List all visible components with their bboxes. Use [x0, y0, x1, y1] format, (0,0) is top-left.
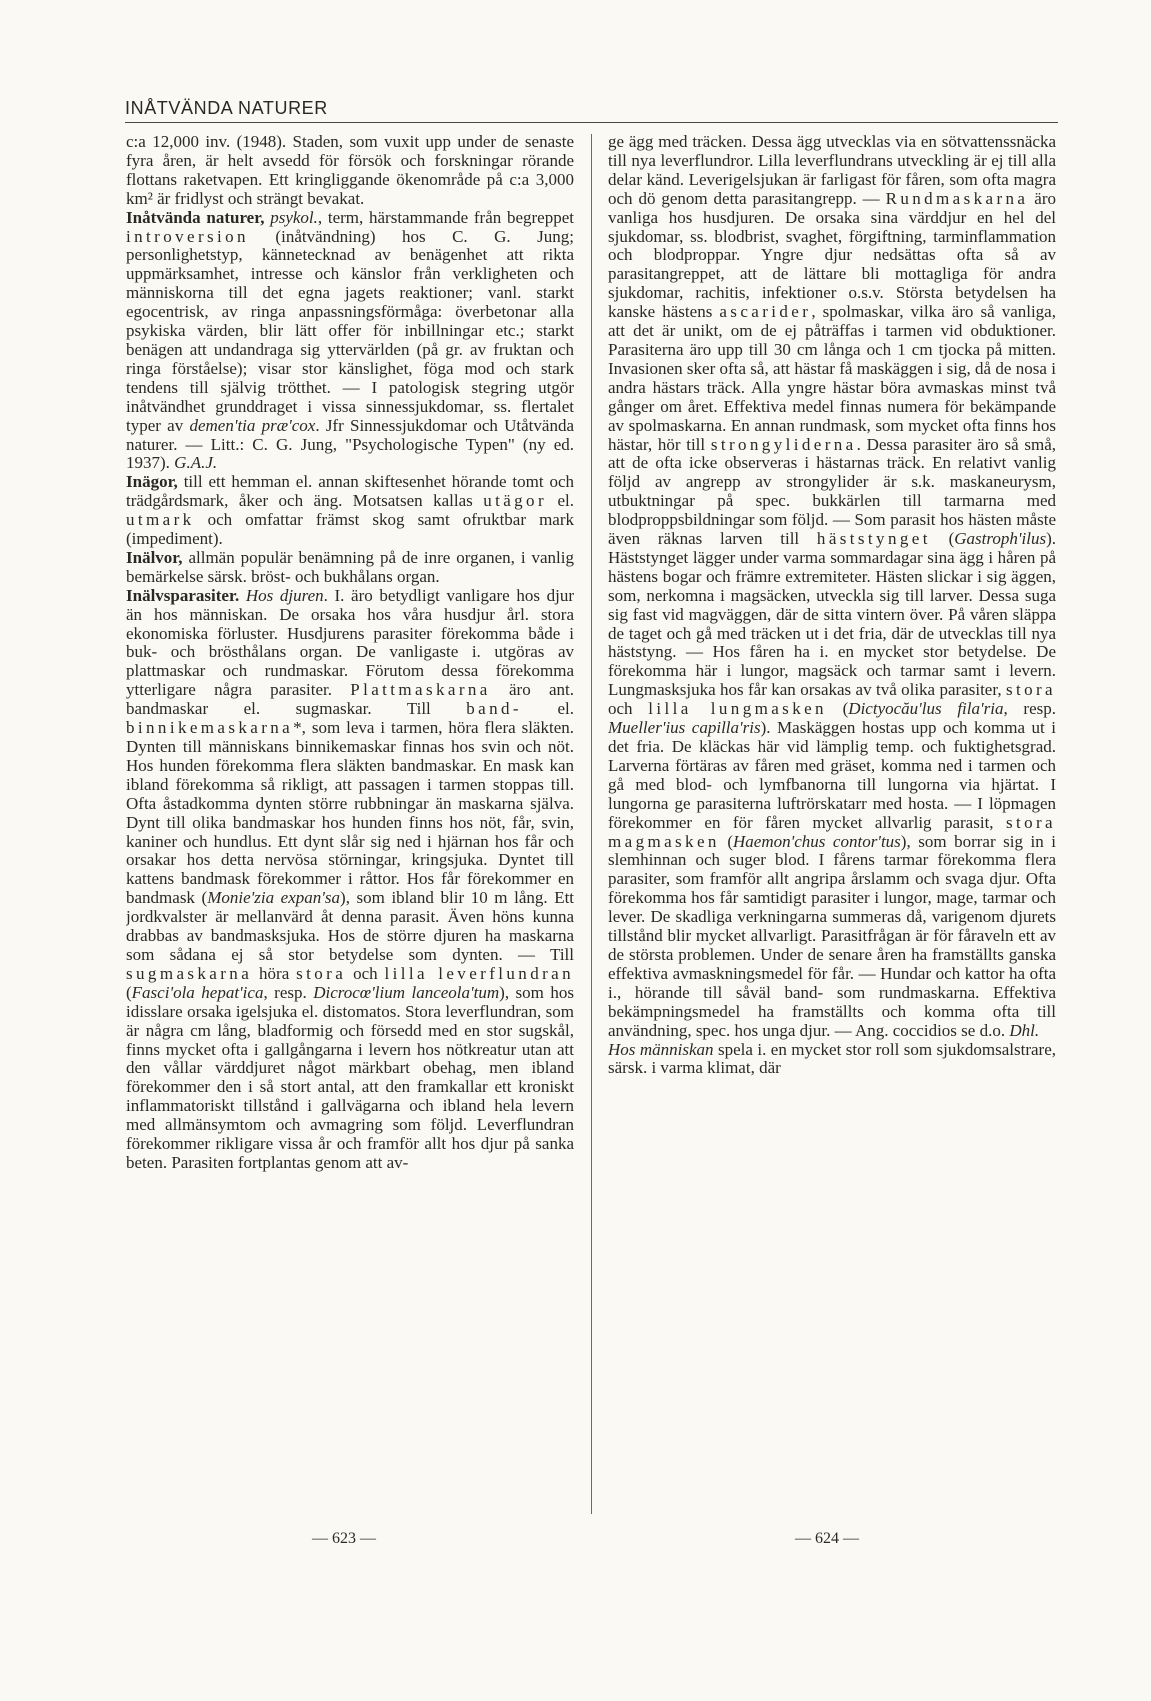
spaced-term: band- — [466, 699, 522, 719]
running-head-title: INÅTVÄNDA NATURER — [125, 98, 328, 118]
left-column — [126, 133, 574, 1523]
latin-term: demen'tia præ'cox — [189, 415, 316, 435]
latin-term: Gastroph'ilus — [954, 529, 1047, 549]
page-number-left: — 623 — — [312, 1530, 376, 1547]
paragraph-continuation: c:a 12,000 inv. (1948). Staden, som vuxit upp under de senaste fyra åren, är helt avsedd för försök och forskningar rörande flottans raketvapen. Ett kringliggande ökenområde på c:a 3,000 km² är fridlyst och strängt bevakat. — [126, 133, 574, 208]
section-label: Hos djuren — [245, 585, 324, 605]
column-divider — [591, 134, 592, 1514]
entry-headword: Inälvor, — [126, 547, 183, 567]
author-signature: G.A.J. — [174, 453, 218, 473]
latin-term: Dictyocău'lus fila'ria — [848, 699, 1004, 719]
spaced-term: Plattmaskarna — [350, 680, 491, 700]
author-signature: Dhl. — [1009, 1020, 1040, 1040]
entry-headword: Inåtvända naturer, — [126, 207, 265, 227]
spaced-term: ascarider — [719, 302, 812, 322]
right-column — [608, 133, 1056, 1523]
section-label: Hos människan — [608, 1039, 714, 1059]
entry-inatvanda-naturer: Inåtvända naturer, psykol., term, härstammande från begreppet introversion (inåtvändning) hos C. G. Jung; personlighetstyp, kännetecknad av benägenhet att rikta uppmärksamhet, intresse och känslor från verkligheten och människorna till det egna jagets reaktioner; vanl. starkt egocentrisk, av ringa anpassningsförmåga: överbetonar alla psykiska värden, blir lätt offer för inbillningar etc.; starkt benägen att undandraga sig yttervärlden (på gr. av fruktan och ringa förståelse); visar stor känslighet, föga mod och stark tendens till självig trötthet. — I patologisk stegring utgör inåtvändhet grunddraget i vissa sinnessjukdomar, ss. flertalet typer av demen'tia præ'cox. Jfr Sinnessjukdomar och Utåtvända naturer. — Litt.: C. G. Jung, "Psychologische Typen" (ny ed. 1937). G.A.J. — [126, 207, 574, 473]
latin-term: Fasci'ola hepat'ica — [131, 982, 264, 1002]
page-number-right: — 624 — — [795, 1530, 859, 1547]
entry-headword: Inälvsparasiter. — [126, 585, 240, 605]
paragraph-continuation: ge ägg med träcken. Dessa ägg utvecklas via en sötvattenssnäcka till nya leverflundror. Lilla leverflundrans utveckling är ej till alla delar känd. Leverigelsjukan är farligast för fåren, som ofta magra och dö genom detta parasitangrepp. — Rundmaskarna äro vanliga hos husdjuren. De orsaka sina värddjur en hel del sjukdomar, ss. blodbrist, svaghet, förgiftning, tarminflammation och blodproppar. Yngre djur nedsättas ofta så av parasitangreppet, att de lättare bli mottagliga för andra sjukdomar, rachitis, infektioner o.s.v. Största betydelsen ha kanske hästens ascarider, spolmaskar, vilka äro så vanliga, att det är unikt, om de ej påträffas i tarmen vid obduktioner. Parasiterna äro upp till 30 cm långa och 1 cm tjocka på mitten. Invasionen sker ofta så, att hästar få maskäggen i sig, då de nosa i andra hästars träck. Alla yngre hästar böra avmaskas minst två gånger om året. Effektiva medel finnas numera för bekämpande av spolmaskarna. En annan rundmask, som mycket ofta finns hos hästar, hör till strongyliderna. Dessa parasiter äro så små, att de ofta icke observeras i hästarnas träck. En relativt vanlig följd av angrepp av strongylider är s.k. maskaneurysm, utbuktningar på spec. bukkärlen till tarmarna med blodproppsbildningar som följd. — Som parasit hos hästen måste även räknas larven till häststynget (Gastroph'ilus). Häststynget lägger under varma sommardagar sina ägg i håren på hästens bogar och främre extremiteter. Hästen slickar i sig äggen, som, nerkomna i magsäcken, utveckla sig till larver. Dessa suga sig fast vid magväggen, där de sitta vintern över. På våren släppa de taget och gå med träcken ut i det fria, där de utvecklas till nya häststyng. — Hos fåren ha i. en mycket stor betydelse. De förekomma här i lungor, magsäck och tarmar samt i levern. Lungmasksjuka hos får kan orsakas av två olika parasiter, stora och lilla lungmasken (Dictyocău'lus fila'ria, resp. Mueller'ius capilla'ris). Maskäggen hostas upp och komma ut i det fria. De kläckas här vid lämplig temp. och fuktighetsgrad. Larverna förtäras av fåren med gräset, komma ned i tarmen och gå med blod- och lymfbanorna till lungorna via hjärtat. I lungorna ge parasiterna luftrörskatarr med hosta. — I löpmagen förekommer en för fåren mycket allvarlig parasit, stora magmasken (Haemon'chus contor'tus), som borrar sig in i slemhinnan och suger blod. I fårens tarmar förekomma flera parasiter, som framför allt angripa årslamm och svaga djur. Ofta förekomma hos får samtidigt parasiter i lungor, mage, tarmar och lever. De skadliga verkningarna summeras då, varigenom djurets tillstånd blir mycket allvarligt. Parasitfrågan är för fåraveln ett av de största problemen. Under de senare åren ha framställts ganska effektiva avmaskningsmedel för får. — Hundar och kattor ha ofta i., hörande till såväl band- som rundmaskarna. Effektiva bekämpningsmedel ha framställts och komma ofta till användning, spec. hos unga djur. — Ang. coccidios se d.o. Dhl. — [608, 133, 1056, 1040]
spaced-term: lilla leverflundran — [384, 963, 574, 983]
spaced-term: binnikemaskarna — [126, 718, 294, 738]
spaced-term: utmark — [126, 510, 195, 530]
latin-term: Dicrocœ'lium lanceola'tum — [313, 982, 500, 1002]
header-rule — [125, 122, 1058, 123]
spaced-term: häststynget — [816, 529, 931, 549]
spaced-term: Rundmaskarna — [885, 188, 1029, 208]
spaced-term: stora — [1005, 680, 1056, 700]
entry-inagor: Inägor, till ett hemman el. annan skiftesenhet hörande tomt och trädgårdsmark, åker och äng. Motsatsen kallas utägor el. utmark och omfattar främst skog samt ofruktbar mark (impediment). — [126, 472, 574, 549]
paragraph-hos-manniskan: Hos människan spela i. en mycket stor roll som sjukdomsalstrare, särsk. i varma klimat, där — [608, 1039, 1056, 1078]
spaced-term: lilla lungmasken — [648, 699, 827, 719]
entry-inalvsparasiter: Inälvsparasiter. Hos djuren. I. äro betydligt vanligare hos djur än hos människan. De orsaka hos våra husdjur årl. stora ekonomiska förluster. Husdjurens parasiter förekomma både i buk- och brösthålans organ. De vanligaste i. utgöras av plattmaskar och rundmaskar. Förutom dessa förekomma ytterligare några parasiter. Plattmaskarna äro ant. bandmaskar el. sugmaskar. Till band- el. binnikemaskarna*, som leva i tarmen, höra flera släkten. Dynten till människans binnikemaskar finnas hos svin och nöt. Hos hunden förekomma flera släkten bandmaskar. En mask kan ibland förekomma så rikligt, att passagen i tarmen stoppas till. Ofta åstadkomma dynten större rubbningar än maskarna själva. Dynt till olika bandmaskar hos hunden finns hos nöt, får, svin, kaniner och hundlus. Ett dynt slår sig ned i hjärnan hos får och orsakar hos detta nervösa störningar, kringsjuka. Dyntet till kattens bandmask förekommer i råttor. Hos får förekommer en bandmask (Monie'zia expan'sa), som ibland blir 10 m lång. Ett jordkvalster är mellanvärd åt denna parasit. Även höns kunna drabbas av bandmasksjuka. Hos de större djuren ha maskarna som sådana ej så stor betydelse som dynten. — Till sugmaskarna höra stora och lilla leverflundran (Fasci'ola hepat'ica, resp. Dicrocœ'lium lanceola'tum), som hos idisslare orsaka igelsjuka el. distomatos. Stora leverflundran, som är några cm lång, bladformig och försedd med en stor sugskål, finns mycket ofta i gallgångarna i levern hos nötkreatur utan att den vållar värddjuret något märkbart obehag, men ibland förekommer den i så stort antal, att den framkallar ett kroniskt inflammatoriskt tillstånd i gallvägarna och ibland hela levern med allmänsymtom och avmagring som följd. Leverflundran förekommer rikligare vissa år och framför allt hos djur på sanka beten. Parasiten fortplantas genom att av- — [126, 585, 574, 1172]
latin-term: Haemon'chus contor'tus — [733, 831, 901, 851]
entry-inalvor: Inälvor, allmän populär benämning på de inre organen, i vanlig bemärkelse särsk. bröst- och bukhålans organ. — [126, 547, 574, 586]
subject-tag: psykol. — [270, 207, 318, 227]
entry-headword: Inägor, — [126, 472, 178, 492]
spaced-term: utägor — [483, 491, 548, 511]
spaced-term: stora magmasken — [608, 812, 1056, 851]
latin-term: Mueller'ius capilla'ris — [608, 718, 761, 738]
spaced-term: stora — [296, 963, 347, 983]
latin-term: Monie'zia expan'sa — [207, 888, 341, 908]
spaced-term: sugmaskarna — [126, 963, 253, 983]
spaced-term: strongyliderna — [710, 434, 857, 454]
spaced-term: introversion — [126, 226, 249, 246]
